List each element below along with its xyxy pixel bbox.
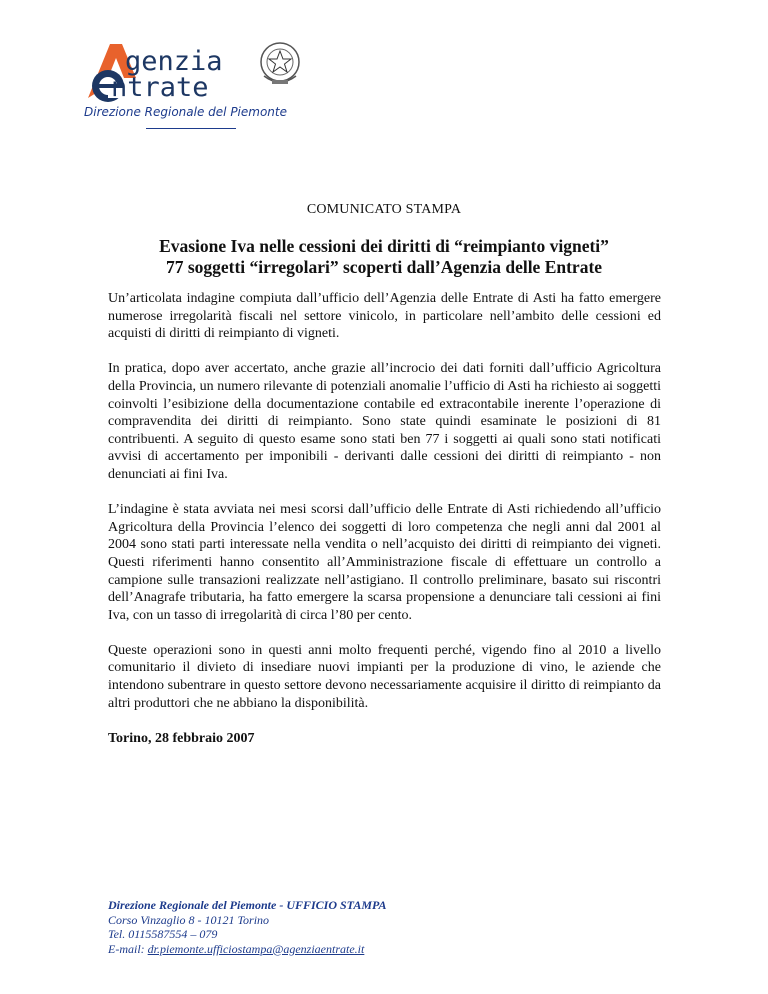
paragraph-4: Queste operazioni sono in questi anni molto frequenti perché, vigendo fino al 2010 a livello comunitario il divieto di insediare nuovi impianti per la produzione di vino, le aziende che intendono subentrare in questo settore devono necessariamente acquisire il diritto di reimpianto da altri produttori che ne abbiano la disponibilità. [108,642,661,711]
agenzia-entrate-logo [80,38,310,138]
footer-office: Direzione Regionale del Piemonte - UFFICIO STAMPA [108,898,387,912]
footer-email-line [108,942,386,957]
title-line-2: 77 soggetti “irregolari” scoperti dall’Agenzia delle Entrate [165,257,603,277]
footer-phone: Tel. 0115587554 – 079 [108,927,218,941]
regional-directorate-subtitle: Direzione Regionale del Piemonte [84,105,287,119]
italian-republic-emblem-icon [258,40,302,88]
press-release-label: COMUNICATO STAMPA [306,202,462,217]
logo-word-entrate: ntrate [111,72,209,103]
logo-word-agenzia: genzia [125,46,223,77]
footer-email-label: E-mail: [108,941,148,956]
paragraph-3: L’indagine è stata avviata nei mesi scorsi dall’ufficio delle Entrate di Asti richiedendo all’ufficio Agricoltura della Provincia l’elenco dei soggetti di loro competenza che negli anni dal 2001 al 2004 sono stati parti interessate nella vendita o nell’acquisto dei diritti di reimpianto dei vigneti. Questi riferimenti hanno consentito all’Amministrazione fiscale di effettuare un controllo a campione sulle transazioni realizzate nell’astigiano. Il controllo preliminare, basato sui riscontri dell’Anagrafe tributaria, ha fatto emergere la scarsa propensione a denunciare tali cessioni ai fini Iva, con un tasso di irregolarità di circa l’80 per cento. [108,502,661,623]
footer-email-link[interactable]: dr.piemonte.ufficiostampa@agenziaentrate.it [147,941,365,956]
document-body [108,290,661,765]
title-line-1: Evasione Iva nelle cessioni dei diritti di “reimpianto vigneti” [159,236,609,256]
footer-address: Corso Vinzaglio 8 - 10121 Torino [108,912,270,927]
press-office-footer [108,898,386,956]
date-line: Torino, 28 febbraio 2007 [108,730,255,746]
paragraph-2: In pratica, dopo aver accertato, anche grazie all’incrocio dei dati forniti dall’ufficio Agricoltura della Provincia, un numero rilevante di potenziali anomalie l’ufficio di Asti ha richiesto ai soggetti coinvolti l’esibizione della documentazione contabile ed extracontabile inerente l’operazione di compravendita dei diritti di reimpianto. Sono state quindi esaminate le posizioni di 81 contribuenti. A seguito di questo esame sono stati ben 77 i soggetti ai quali sono stati notificati avvisi di accertamento per imponibili - derivanti dalle cessioni dei diritti di reimpianto - non denunciati ai fini Iva. [108,361,661,482]
subtitle-divider [146,128,236,129]
document-title [60,236,708,278]
paragraph-1: Un’articolata indagine compiuta dall’ufficio dell’Agenzia delle Entrate di Asti ha fatto emergere numerose irregolarità fiscali nel settore vinicolo, in particolare nell’ambito delle cessioni ed acquisti di diritti di reimpianto di vigneti. [108,291,661,342]
